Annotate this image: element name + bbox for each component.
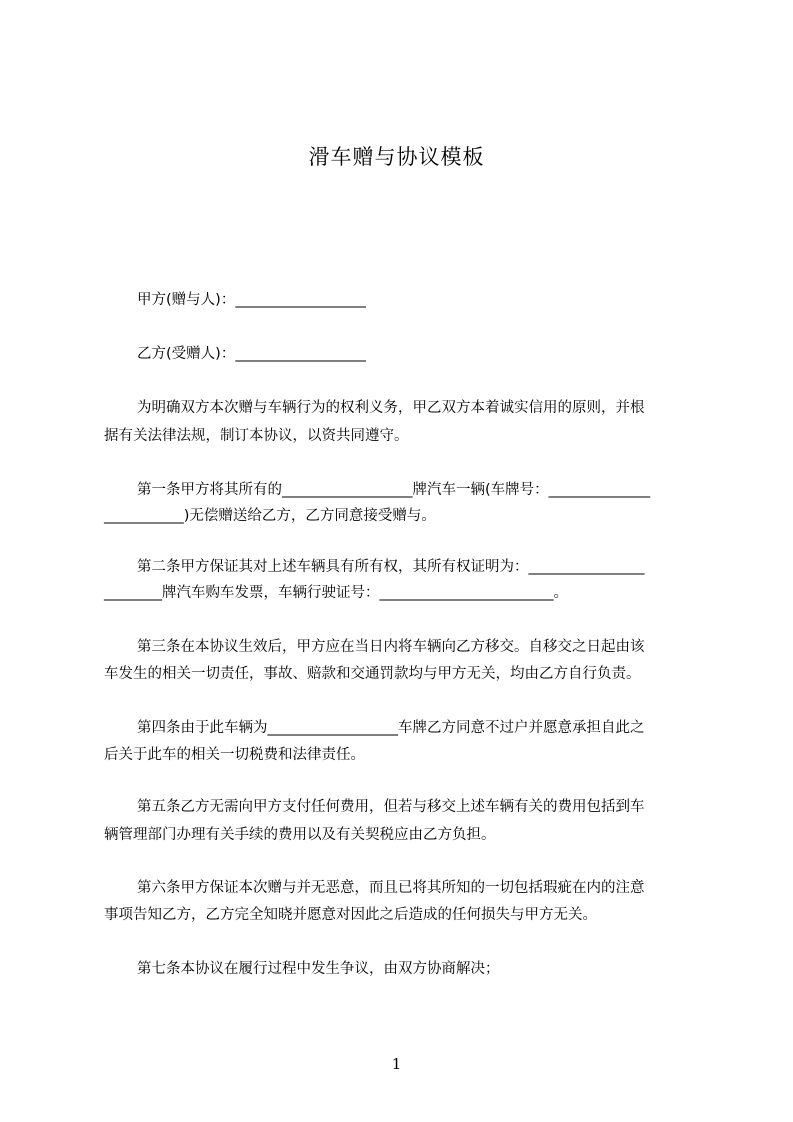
article-1-line-1: 第一条甲方将其所有的__________________牌汽车一辆(车牌号：______________: [137, 482, 651, 498]
article-6-line-2: 事项告知乙方，乙方完全知晓并愿意对因此之后造成的任何损失与甲方无关。: [104, 907, 597, 923]
article-5-line-1: 第五条乙方无需向甲方支付任何费用，但若与移交上述车辆有关的费用包括到车: [137, 799, 645, 815]
article-2-line-2: ________牌汽车购车发票，车辆行驶证号：________________________。: [104, 585, 568, 601]
party-a-line: 甲方(赠与人)：__________________: [137, 292, 366, 308]
article-6-line-1: 第六条甲方保证本次赠与并无恶意，而且已将其所知的一切包括瑕疵在内的注意: [137, 880, 645, 896]
article-4-line-1: 第四条由于此车辆为__________________车牌乙方同意不过户并愿意承担自此之: [137, 720, 645, 736]
intro-line-2: 据有关法律法规，制订本协议，以资共同遵守。: [104, 428, 409, 444]
article-3-line-1: 第三条在本协议生效后，甲方应在当日内将车辆向乙方移交。自移交之日起由该: [137, 639, 645, 655]
article-7-line-1: 第七条本协议在履行过程中发生争议，由双方协商解决；: [137, 961, 500, 977]
article-4-line-2: 后关于此车的相关一切税费和法律责任。: [104, 747, 365, 763]
intro-line-1: 为明确双方本次赠与车辆行为的权利义务，甲乙双方本着诚实信用的原则，并根: [137, 400, 645, 416]
article-5-line-2: 辆管理部门办理有关手续的费用以及有关契税应由乙方负担。: [104, 827, 496, 843]
party-b-line: 乙方(受赠人)：__________________: [137, 346, 366, 362]
article-3-line-2: 车发生的相关一切责任，事故、赔款和交通罚款均与甲方无关，均由乙方自行负责。: [104, 666, 641, 682]
article-1-line-2: ___________)无偿赠送给乙方，乙方同意接受赠与。: [104, 508, 436, 524]
article-2-line-1: 第二条甲方保证其对上述车辆具有所有权，其所有权证明为：________________: [137, 559, 645, 575]
page-number: 1: [391, 1055, 402, 1073]
document-title: 滑车赠与协议模板: [308, 145, 485, 169]
